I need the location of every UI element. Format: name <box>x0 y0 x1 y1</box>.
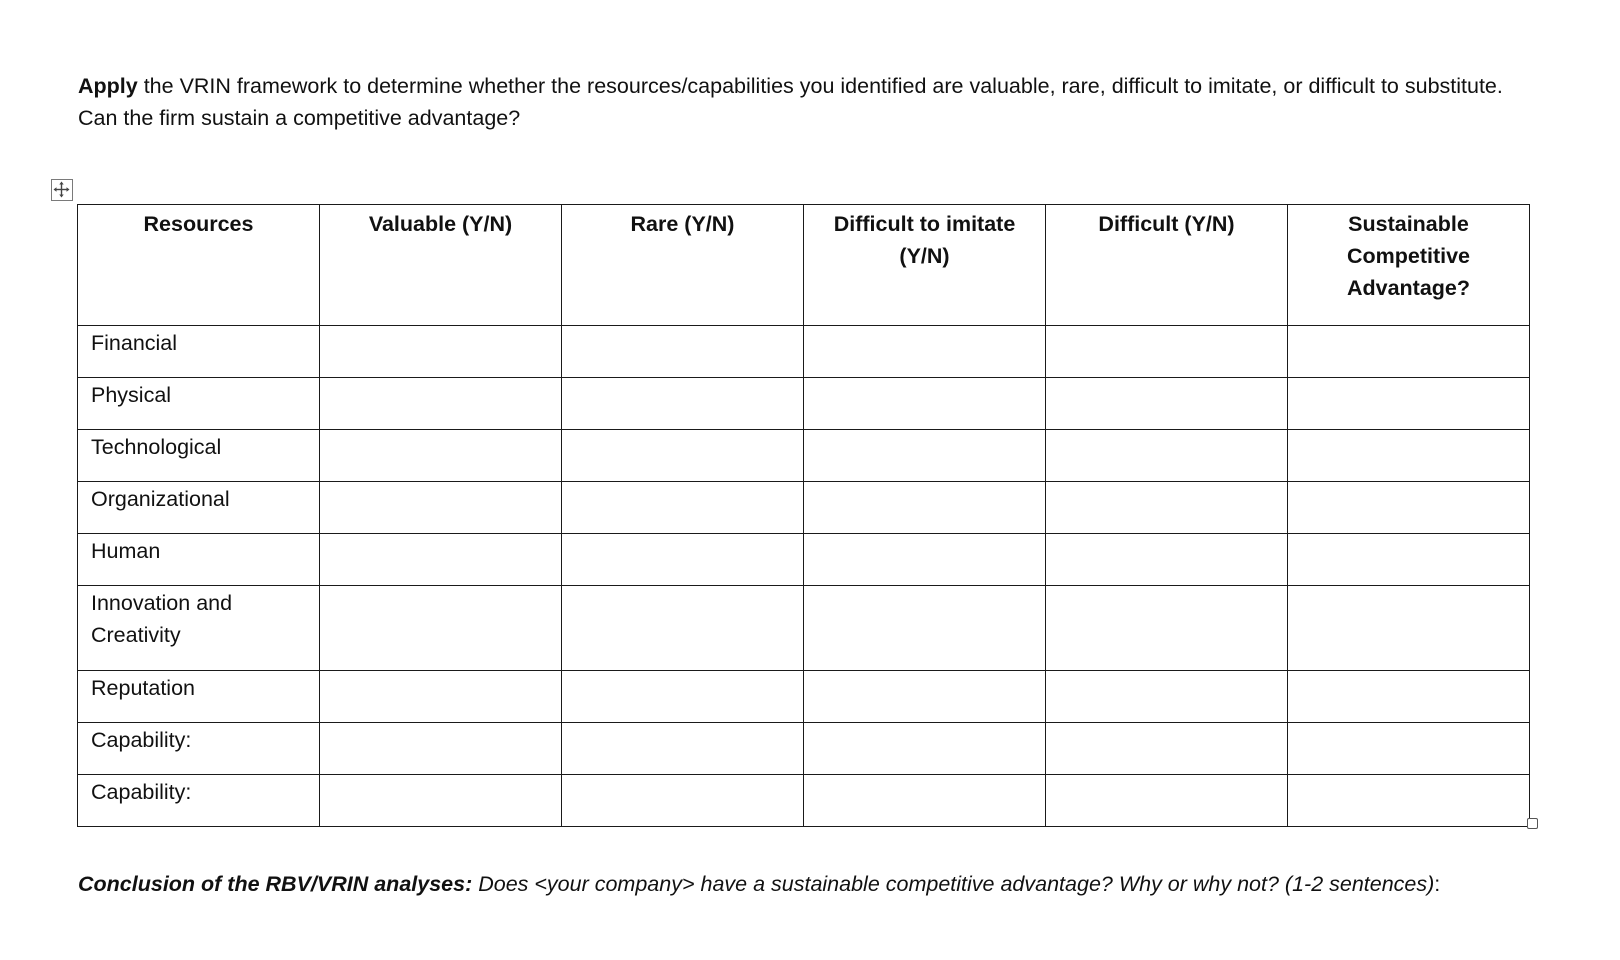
table-cell[interactable] <box>320 723 562 775</box>
table-cell[interactable] <box>320 378 562 430</box>
table-cell[interactable] <box>562 671 804 723</box>
table-row <box>78 586 1530 671</box>
table-cell[interactable] <box>562 723 804 775</box>
table-cell[interactable] <box>320 671 562 723</box>
row-label-human[interactable]: Human <box>78 534 320 586</box>
conclusion-lead: Conclusion of the RBV/VRIN analyses: <box>78 872 473 896</box>
table-cell[interactable] <box>1288 378 1530 430</box>
table-cell[interactable] <box>1288 482 1530 534</box>
conclusion-colon: : <box>1434 872 1441 896</box>
table-cell[interactable] <box>1288 326 1530 378</box>
table-cell[interactable] <box>320 482 562 534</box>
table-cell[interactable] <box>804 430 1046 482</box>
table-cell[interactable] <box>1046 378 1288 430</box>
table-cell[interactable] <box>1046 430 1288 482</box>
table-row <box>78 378 1530 430</box>
row-label-technological[interactable]: Technological <box>78 430 320 482</box>
table-cell[interactable] <box>562 534 804 586</box>
table-row <box>78 430 1530 482</box>
header-difficult[interactable]: Difficult (Y/N) <box>1046 205 1288 326</box>
table-move-handle-icon[interactable] <box>51 179 73 201</box>
header-rare[interactable]: Rare (Y/N) <box>562 205 804 326</box>
table-cell[interactable] <box>1046 534 1288 586</box>
table-cell[interactable] <box>804 482 1046 534</box>
table-cell[interactable] <box>1046 671 1288 723</box>
header-difficult-to-imitate[interactable]: Difficult to imitate (Y/N) <box>804 205 1046 326</box>
table-cell[interactable] <box>320 586 562 671</box>
vrin-table[interactable] <box>77 204 1530 827</box>
table-cell[interactable] <box>320 775 562 827</box>
table-cell[interactable] <box>1288 534 1530 586</box>
header-sustainable-advantage[interactable]: Sustainable Competitive Advantage? <box>1288 205 1530 326</box>
table-cell[interactable] <box>562 378 804 430</box>
header-valuable[interactable]: Valuable (Y/N) <box>320 205 562 326</box>
table-cell[interactable] <box>804 534 1046 586</box>
conclusion-paragraph[interactable] <box>78 868 1558 900</box>
table-cell[interactable] <box>1046 326 1288 378</box>
row-label-reputation[interactable]: Reputation <box>78 671 320 723</box>
row-label-capability-1[interactable]: Capability: <box>78 723 320 775</box>
instructions-lead: Apply <box>78 74 138 98</box>
table-cell[interactable] <box>562 482 804 534</box>
table-cell[interactable] <box>1288 671 1530 723</box>
table-row <box>78 723 1530 775</box>
row-label-organizational[interactable]: Organizational <box>78 482 320 534</box>
table-row <box>78 671 1530 723</box>
table-row <box>78 326 1530 378</box>
table-cell[interactable] <box>1288 586 1530 671</box>
table-cell[interactable] <box>320 534 562 586</box>
table-cell[interactable] <box>1046 586 1288 671</box>
row-label-innovation[interactable]: Innovation and Creativity <box>78 586 320 671</box>
row-label-capability-2[interactable]: Capability: <box>78 775 320 827</box>
table-cell[interactable] <box>804 775 1046 827</box>
table-cell[interactable] <box>1046 775 1288 827</box>
table-row <box>78 775 1530 827</box>
table-row <box>78 482 1530 534</box>
table-cell[interactable] <box>562 430 804 482</box>
table-cell[interactable] <box>804 378 1046 430</box>
table-cell[interactable] <box>1046 723 1288 775</box>
table-cell[interactable] <box>804 326 1046 378</box>
table-cell[interactable] <box>804 723 1046 775</box>
table-cell[interactable] <box>1288 430 1530 482</box>
table-cell[interactable] <box>562 586 804 671</box>
table-cell[interactable] <box>1288 723 1530 775</box>
table-cell[interactable] <box>562 775 804 827</box>
table-cell[interactable] <box>804 671 1046 723</box>
header-resources[interactable]: Resources <box>78 205 320 326</box>
table-cell[interactable] <box>320 430 562 482</box>
row-label-physical[interactable]: Physical <box>78 378 320 430</box>
row-label-financial[interactable]: Financial <box>78 326 320 378</box>
table-cell[interactable] <box>1288 775 1530 827</box>
table-row <box>78 534 1530 586</box>
instructions-paragraph <box>78 70 1538 134</box>
table-cell[interactable] <box>1046 482 1288 534</box>
table-cell[interactable] <box>804 586 1046 671</box>
instructions-text: the VRIN framework to determine whether the resources/capabilities you identified are valuable, rare, difficult to imitate, or difficult to substitute. Can the firm sustain a competitive advantage? <box>78 74 1503 130</box>
table-cell[interactable] <box>320 326 562 378</box>
header-row <box>78 205 1530 326</box>
table-resize-handle-icon[interactable] <box>1527 818 1538 829</box>
conclusion-text: Does <your company> have a sustainable competitive advantage? Why or why not? (1-2 sentences) <box>472 872 1435 896</box>
table-cell[interactable] <box>562 326 804 378</box>
